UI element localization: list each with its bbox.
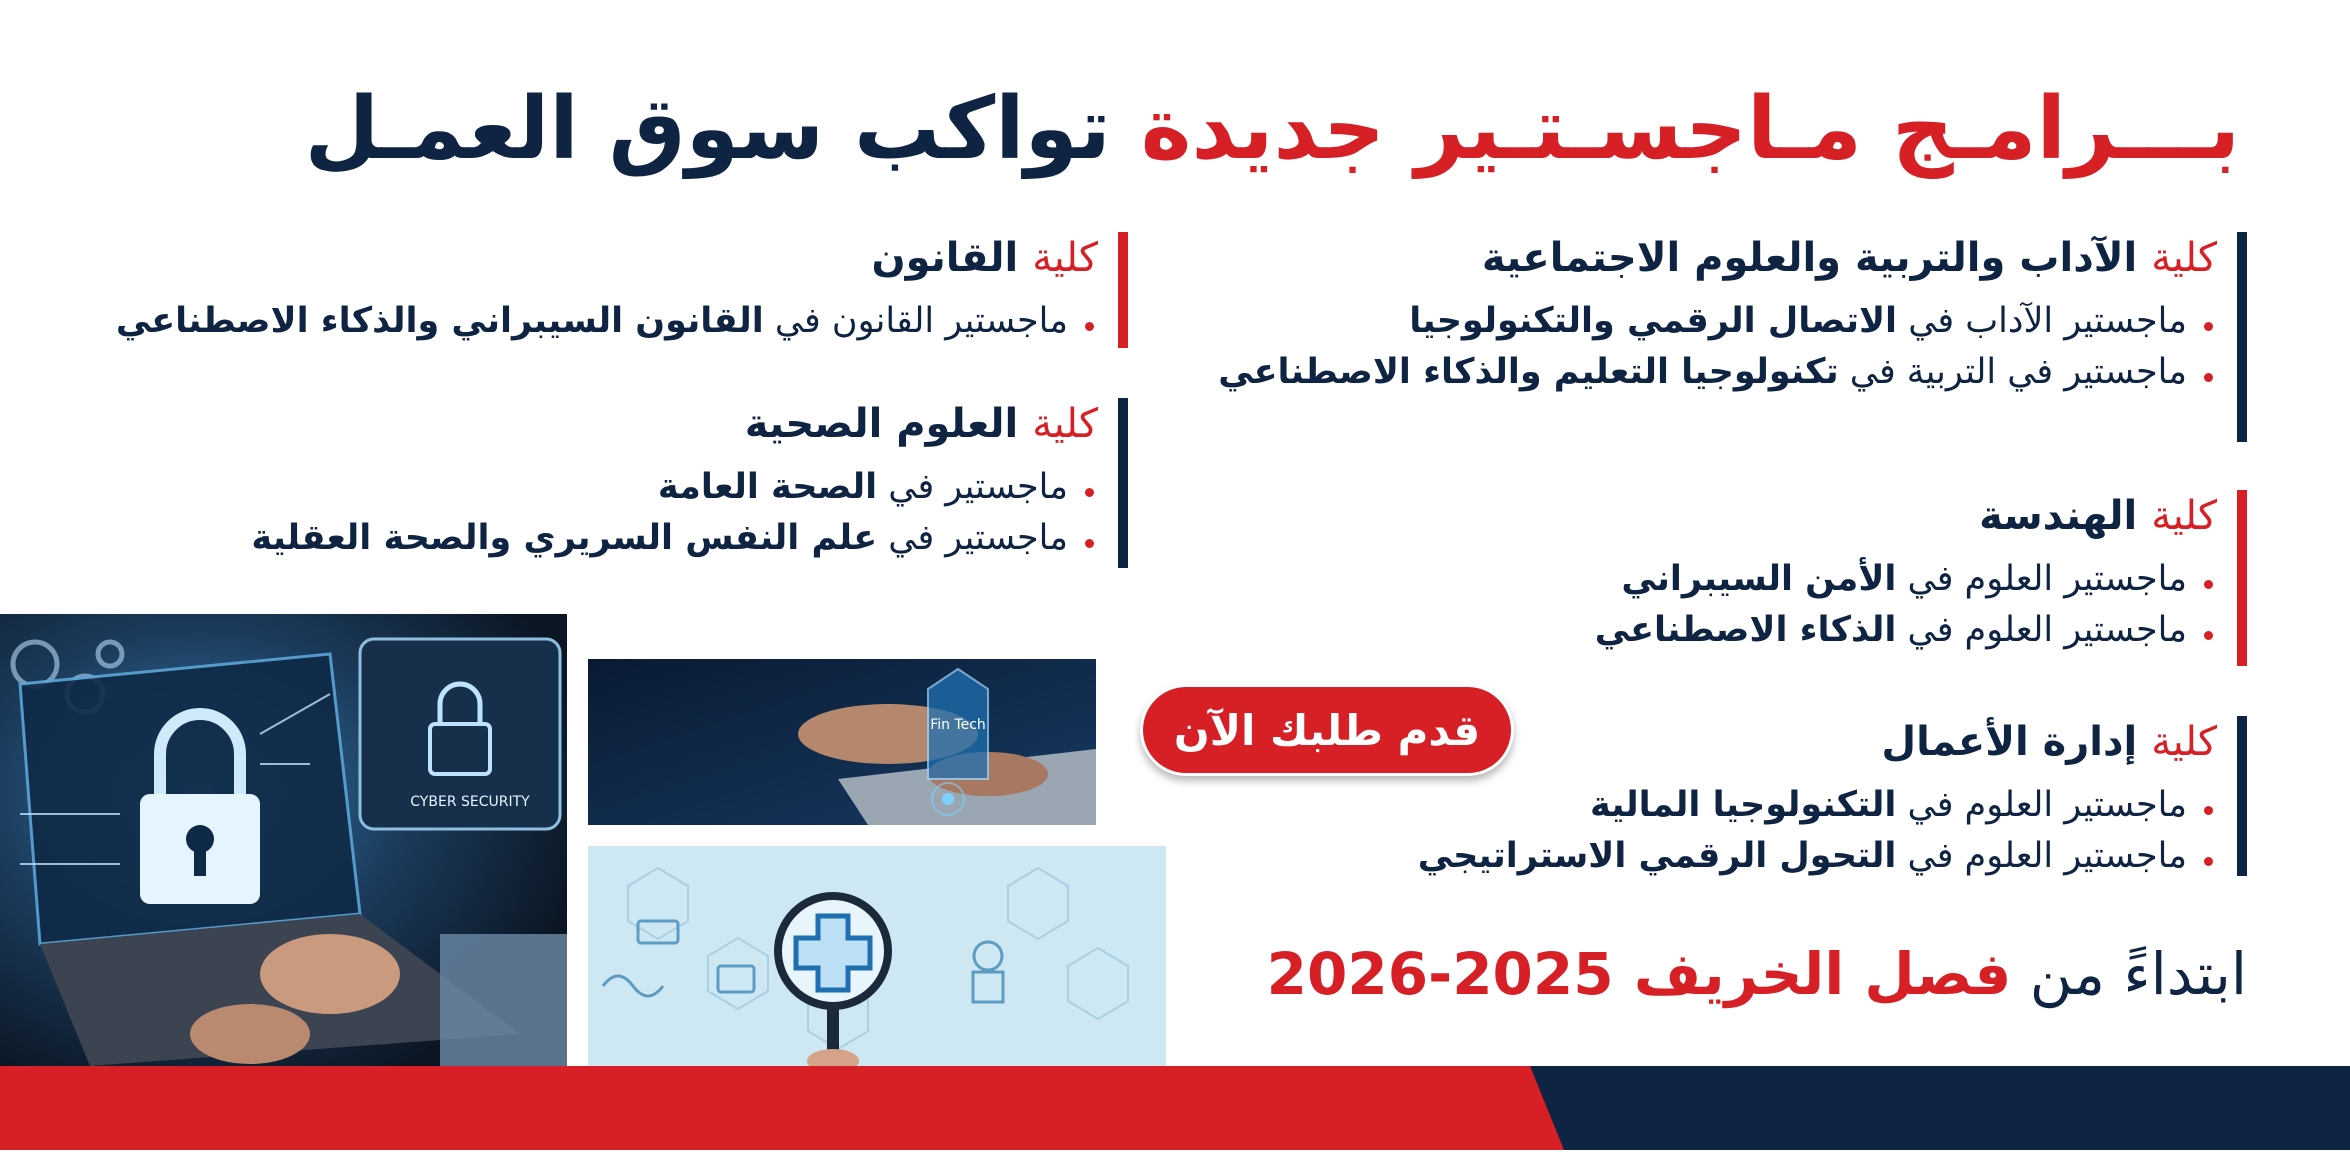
health-image [588,846,1166,1066]
faculty-business [1418,716,2247,876]
faculty-law [116,232,1128,348]
faculty-accent-bar [1118,232,1128,348]
faculty-accent-bar [2237,490,2247,666]
faculty-title: كلية العلوم الصحية [744,401,1098,447]
faculty-title: كلية إدارة الأعمال [1881,719,2217,765]
program-item: ماجستير في الصحة العامة [251,462,1098,513]
program-item: ماجستير في علم النفس السريري والصحة العقلية [251,513,1098,564]
faculty-title: كلية القانون [871,235,1098,281]
program-item: ماجستير العلوم في الذكاء الاصطناعي [1595,605,2217,656]
program-item: ماجستير القانون في القانون السيبراني والذكاء الاصطناعي [116,296,1098,347]
svg-text:Fin Tech: Fin Tech [930,717,986,733]
fintech-icon [928,669,988,779]
faculty-title: كلية الآداب والتربية والعلوم الاجتماعية [1481,235,2217,281]
page-title [304,78,2240,181]
apply-now-button[interactable]: قدم طلبك الآن [1140,684,1514,776]
program-item: ماجستير العلوم في الأمن السيبراني [1595,554,2217,605]
faculty-arts [1218,232,2247,442]
title-navy-part: تواكب سوق العمـل [304,79,1111,179]
program-item: ماجستير الآداب في الاتصال الرقمي والتكنولوجيا [1218,296,2217,347]
cyber-security-image [0,614,567,1066]
faculty-accent-bar [1118,398,1128,568]
faculty-accent-bar [2237,716,2247,876]
faculty-title: كلية الهندسة [1979,493,2217,539]
faculty-health [251,398,1128,568]
title-red-part: بـــرامـج مـاجسـتـير جديدة [1140,79,2240,179]
fintech-image [588,659,1096,825]
bottom-band [0,1066,2350,1150]
program-item: ماجستير العلوم في التحول الرقمي الاستراتيجي [1418,831,2217,882]
cyber-security-caption: CYBER SECURITY [410,794,530,810]
program-item: ماجستير العلوم في التكنولوجيا المالية [1418,780,2217,831]
season-start: ابتداءً من فصل الخريف 2025-2026 [1266,940,2247,1008]
faculty-engineering [1595,490,2247,666]
faculty-accent-bar [2237,232,2247,442]
program-item: ماجستير في التربية في تكنولوجيا التعليم والذكاء الاصطناعي [1218,347,2217,398]
